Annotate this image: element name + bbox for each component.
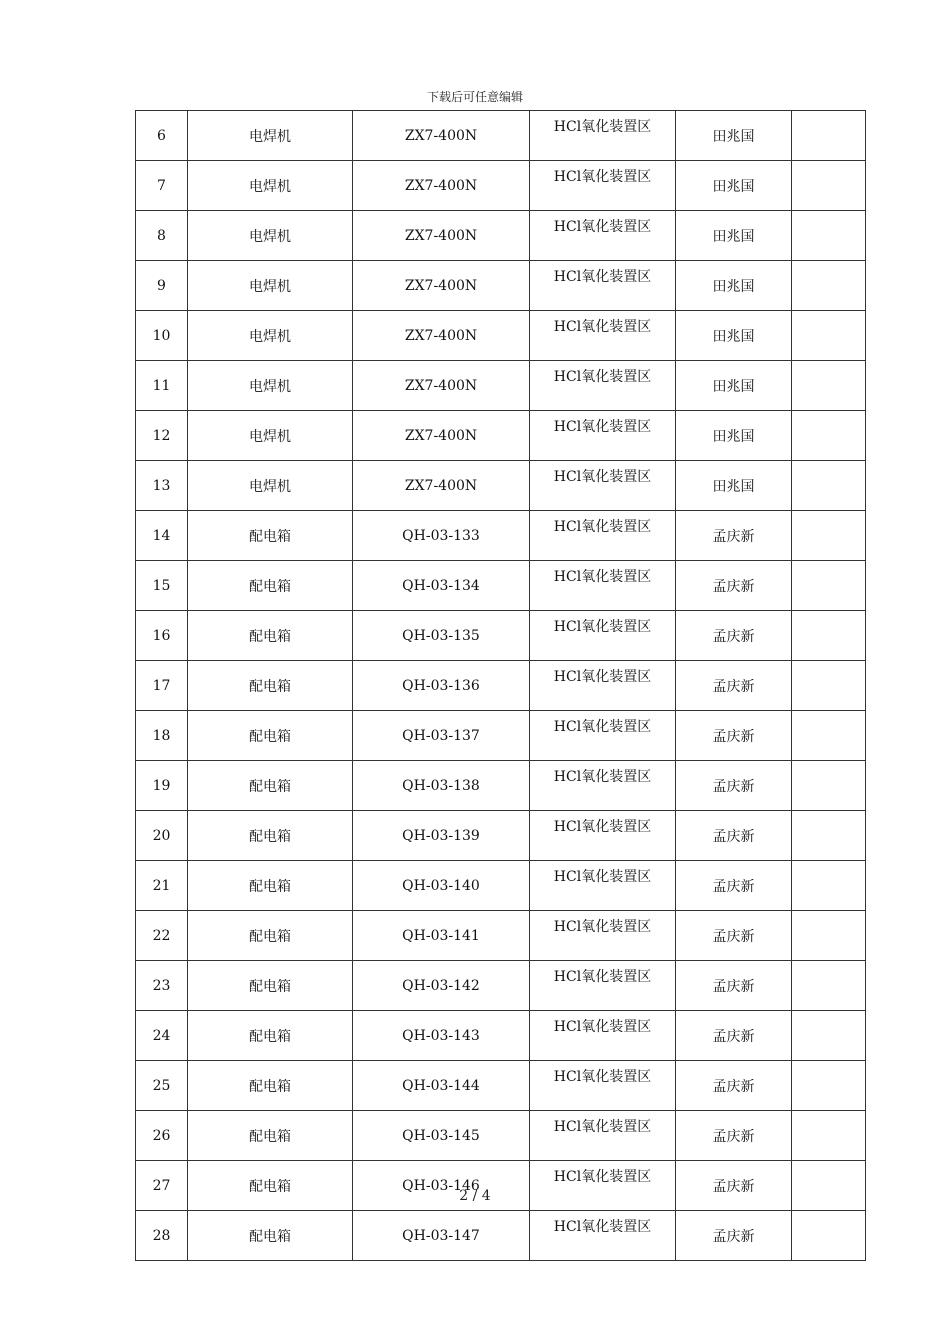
remarks-cell <box>792 211 866 261</box>
model-cell: ZX7-400N <box>353 261 530 311</box>
person-cell: 孟庆新 <box>676 1211 792 1261</box>
row-number-cell: 19 <box>136 761 188 811</box>
remarks-cell <box>792 1061 866 1111</box>
table-row <box>136 1061 866 1111</box>
remarks-cell <box>792 661 866 711</box>
remarks-cell <box>792 261 866 311</box>
location-cell: HCl氧化装置区 <box>530 1011 676 1061</box>
remarks-cell <box>792 811 866 861</box>
equipment-name-cell: 配电箱 <box>188 761 353 811</box>
model-cell: ZX7-400N <box>353 111 530 161</box>
row-number-cell: 22 <box>136 911 188 961</box>
location-cell: HCl氧化装置区 <box>530 261 676 311</box>
location-cell: HCl氧化装置区 <box>530 611 676 661</box>
model-cell: QH-03-135 <box>353 611 530 661</box>
equipment-name-cell: 电焊机 <box>188 211 353 261</box>
row-number-cell: 27 <box>136 1161 188 1211</box>
person-cell: 孟庆新 <box>676 761 792 811</box>
model-cell: QH-03-137 <box>353 711 530 761</box>
model-cell: QH-03-133 <box>353 511 530 561</box>
row-number-cell: 23 <box>136 961 188 1011</box>
person-cell: 田兆国 <box>676 311 792 361</box>
remarks-cell <box>792 611 866 661</box>
table-row <box>136 411 866 461</box>
row-number-cell: 24 <box>136 1011 188 1061</box>
row-number-cell: 28 <box>136 1211 188 1261</box>
row-number-cell: 12 <box>136 411 188 461</box>
equipment-name-cell: 配电箱 <box>188 611 353 661</box>
person-cell: 孟庆新 <box>676 711 792 761</box>
person-cell: 田兆国 <box>676 361 792 411</box>
row-number-cell: 20 <box>136 811 188 861</box>
row-number-cell: 10 <box>136 311 188 361</box>
equipment-name-cell: 配电箱 <box>188 1211 353 1261</box>
table-row <box>136 161 866 211</box>
equipment-name-cell: 电焊机 <box>188 161 353 211</box>
location-cell: HCl氧化装置区 <box>530 1161 676 1211</box>
model-cell: ZX7-400N <box>353 211 530 261</box>
row-number-cell: 15 <box>136 561 188 611</box>
page-number: 2 / 4 <box>459 1188 491 1204</box>
row-number-cell: 9 <box>136 261 188 311</box>
remarks-cell <box>792 1011 866 1061</box>
table-row <box>136 311 866 361</box>
person-cell: 田兆国 <box>676 411 792 461</box>
location-cell: HCl氧化装置区 <box>530 1211 676 1261</box>
person-cell: 田兆国 <box>676 211 792 261</box>
person-cell: 孟庆新 <box>676 1161 792 1211</box>
equipment-name-cell: 配电箱 <box>188 811 353 861</box>
row-number-cell: 6 <box>136 111 188 161</box>
table-row <box>136 261 866 311</box>
equipment-name-cell: 配电箱 <box>188 1161 353 1211</box>
model-cell: ZX7-400N <box>353 361 530 411</box>
equipment-table-body <box>136 111 866 1261</box>
equipment-name-cell: 配电箱 <box>188 861 353 911</box>
location-cell: HCl氧化装置区 <box>530 361 676 411</box>
model-cell: QH-03-147 <box>353 1211 530 1261</box>
equipment-name-cell: 配电箱 <box>188 711 353 761</box>
remarks-cell <box>792 411 866 461</box>
person-cell: 孟庆新 <box>676 1111 792 1161</box>
location-cell: HCl氧化装置区 <box>530 311 676 361</box>
remarks-cell <box>792 461 866 511</box>
model-cell: QH-03-138 <box>353 761 530 811</box>
row-number-cell: 26 <box>136 1111 188 1161</box>
equipment-name-cell: 电焊机 <box>188 361 353 411</box>
remarks-cell <box>792 311 866 361</box>
location-cell: HCl氧化装置区 <box>530 111 676 161</box>
location-cell: HCl氧化装置区 <box>530 461 676 511</box>
row-number-cell: 13 <box>136 461 188 511</box>
model-cell: QH-03-142 <box>353 961 530 1011</box>
equipment-name-cell: 电焊机 <box>188 261 353 311</box>
remarks-cell <box>792 511 866 561</box>
location-cell: HCl氧化装置区 <box>530 211 676 261</box>
person-cell: 孟庆新 <box>676 1061 792 1111</box>
person-cell: 孟庆新 <box>676 661 792 711</box>
equipment-name-cell: 电焊机 <box>188 411 353 461</box>
table-row <box>136 1211 866 1261</box>
person-cell: 孟庆新 <box>676 911 792 961</box>
location-cell: HCl氧化装置区 <box>530 711 676 761</box>
model-cell: ZX7-400N <box>353 161 530 211</box>
location-cell: HCl氧化装置区 <box>530 411 676 461</box>
equipment-name-cell: 配电箱 <box>188 561 353 611</box>
model-cell: QH-03-145 <box>353 1111 530 1161</box>
row-number-cell: 21 <box>136 861 188 911</box>
equipment-name-cell: 电焊机 <box>188 311 353 361</box>
equipment-name-cell: 配电箱 <box>188 1061 353 1111</box>
remarks-cell <box>792 911 866 961</box>
equipment-name-cell: 配电箱 <box>188 911 353 961</box>
remarks-cell <box>792 1111 866 1161</box>
remarks-cell <box>792 361 866 411</box>
model-cell: QH-03-146 <box>353 1161 530 1211</box>
equipment-name-cell: 配电箱 <box>188 511 353 561</box>
location-cell: HCl氧化装置区 <box>530 911 676 961</box>
remarks-cell <box>792 1211 866 1261</box>
model-cell: QH-03-139 <box>353 811 530 861</box>
remarks-cell <box>792 961 866 1011</box>
table-row <box>136 361 866 411</box>
person-cell: 孟庆新 <box>676 511 792 561</box>
table-row <box>136 1111 866 1161</box>
model-cell: ZX7-400N <box>353 311 530 361</box>
row-number-cell: 7 <box>136 161 188 211</box>
remarks-cell <box>792 861 866 911</box>
model-cell: QH-03-143 <box>353 1011 530 1061</box>
equipment-name-cell: 配电箱 <box>188 661 353 711</box>
table-row <box>136 611 866 661</box>
location-cell: HCl氧化装置区 <box>530 161 676 211</box>
location-cell: HCl氧化装置区 <box>530 961 676 1011</box>
page-header-note: 下载后可任意编辑 <box>426 90 523 104</box>
model-cell: QH-03-144 <box>353 1061 530 1111</box>
model-cell: QH-03-134 <box>353 561 530 611</box>
table-row <box>136 111 866 161</box>
location-cell: HCl氧化装置区 <box>530 811 676 861</box>
table-row <box>136 561 866 611</box>
location-cell: HCl氧化装置区 <box>530 1061 676 1111</box>
location-cell: HCl氧化装置区 <box>530 761 676 811</box>
person-cell: 田兆国 <box>676 261 792 311</box>
person-cell: 孟庆新 <box>676 861 792 911</box>
model-cell: ZX7-400N <box>353 461 530 511</box>
person-cell: 孟庆新 <box>676 561 792 611</box>
remarks-cell <box>792 561 866 611</box>
table-row <box>136 761 866 811</box>
person-cell: 田兆国 <box>676 161 792 211</box>
row-number-cell: 8 <box>136 211 188 261</box>
table-row <box>136 211 866 261</box>
equipment-name-cell: 电焊机 <box>188 461 353 511</box>
equipment-table <box>135 110 866 1261</box>
row-number-cell: 25 <box>136 1061 188 1111</box>
location-cell: HCl氧化装置区 <box>530 861 676 911</box>
remarks-cell <box>792 111 866 161</box>
person-cell: 田兆国 <box>676 111 792 161</box>
location-cell: HCl氧化装置区 <box>530 661 676 711</box>
person-cell: 田兆国 <box>676 461 792 511</box>
model-cell: ZX7-400N <box>353 411 530 461</box>
person-cell: 孟庆新 <box>676 811 792 861</box>
table-row <box>136 1011 866 1061</box>
table-row <box>136 911 866 961</box>
table-row <box>136 861 866 911</box>
remarks-cell <box>792 761 866 811</box>
equipment-name-cell: 电焊机 <box>188 111 353 161</box>
table-row <box>136 461 866 511</box>
equipment-name-cell: 配电箱 <box>188 1011 353 1061</box>
remarks-cell <box>792 161 866 211</box>
person-cell: 孟庆新 <box>676 961 792 1011</box>
equipment-name-cell: 配电箱 <box>188 1111 353 1161</box>
model-cell: QH-03-136 <box>353 661 530 711</box>
table-row <box>136 661 866 711</box>
table-row <box>136 511 866 561</box>
table-row <box>136 811 866 861</box>
row-number-cell: 16 <box>136 611 188 661</box>
row-number-cell: 14 <box>136 511 188 561</box>
table-row <box>136 961 866 1011</box>
table-row <box>136 711 866 761</box>
location-cell: HCl氧化装置区 <box>530 511 676 561</box>
remarks-cell <box>792 711 866 761</box>
model-cell: QH-03-141 <box>353 911 530 961</box>
person-cell: 孟庆新 <box>676 1011 792 1061</box>
equipment-name-cell: 配电箱 <box>188 961 353 1011</box>
person-cell: 孟庆新 <box>676 611 792 661</box>
location-cell: HCl氧化装置区 <box>530 1111 676 1161</box>
location-cell: HCl氧化装置区 <box>530 561 676 611</box>
model-cell: QH-03-140 <box>353 861 530 911</box>
row-number-cell: 17 <box>136 661 188 711</box>
row-number-cell: 18 <box>136 711 188 761</box>
row-number-cell: 11 <box>136 361 188 411</box>
